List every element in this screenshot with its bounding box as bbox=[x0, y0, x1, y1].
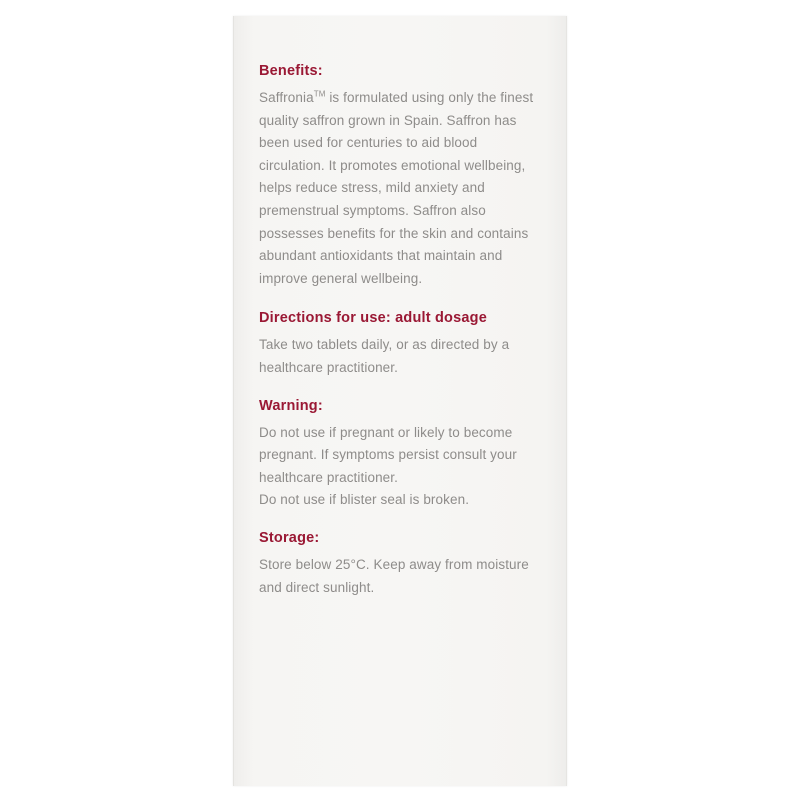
storage-section bbox=[259, 528, 544, 599]
warning-section bbox=[259, 396, 544, 512]
storage-heading: Storage: bbox=[259, 529, 320, 546]
label-text-content bbox=[259, 61, 544, 599]
benefits-section bbox=[259, 61, 544, 290]
storage-text: Store below 25°C. Keep away from moisture and direct sunlight. bbox=[259, 556, 529, 595]
warning-text: Do not use if pregnant or likely to become pregnant. If symptoms persist consult your healthcare practitioner. bbox=[259, 424, 517, 485]
benefits-text bbox=[259, 87, 544, 290]
brand-name: Saffronia bbox=[259, 90, 314, 105]
product-box-side-panel bbox=[233, 16, 567, 786]
directions-text: Take two tablets daily, or as directed by a healthcare practitioner. bbox=[259, 337, 510, 375]
benefits-body: is formulated using only the finest quality saffron grown in Spain. Saffron has been used for centuries to aid blood circulation. It promotes emotional wellbeing, helps reduce stress, mild anxiety and premenstrual symptoms. Saffron also possesses benefits for the skin and contains abundant antioxidants that maintain and improve general wellbeing. bbox=[259, 90, 534, 286]
directions-section bbox=[259, 308, 544, 379]
benefits-heading: Benefits: bbox=[259, 63, 323, 79]
warning-heading: Warning: bbox=[259, 397, 323, 414]
trademark-symbol: TM bbox=[313, 89, 326, 99]
warning-text-seal: Do not use if blister seal is broken. bbox=[259, 492, 470, 508]
directions-heading: Directions for use: adult dosage bbox=[259, 310, 487, 327]
